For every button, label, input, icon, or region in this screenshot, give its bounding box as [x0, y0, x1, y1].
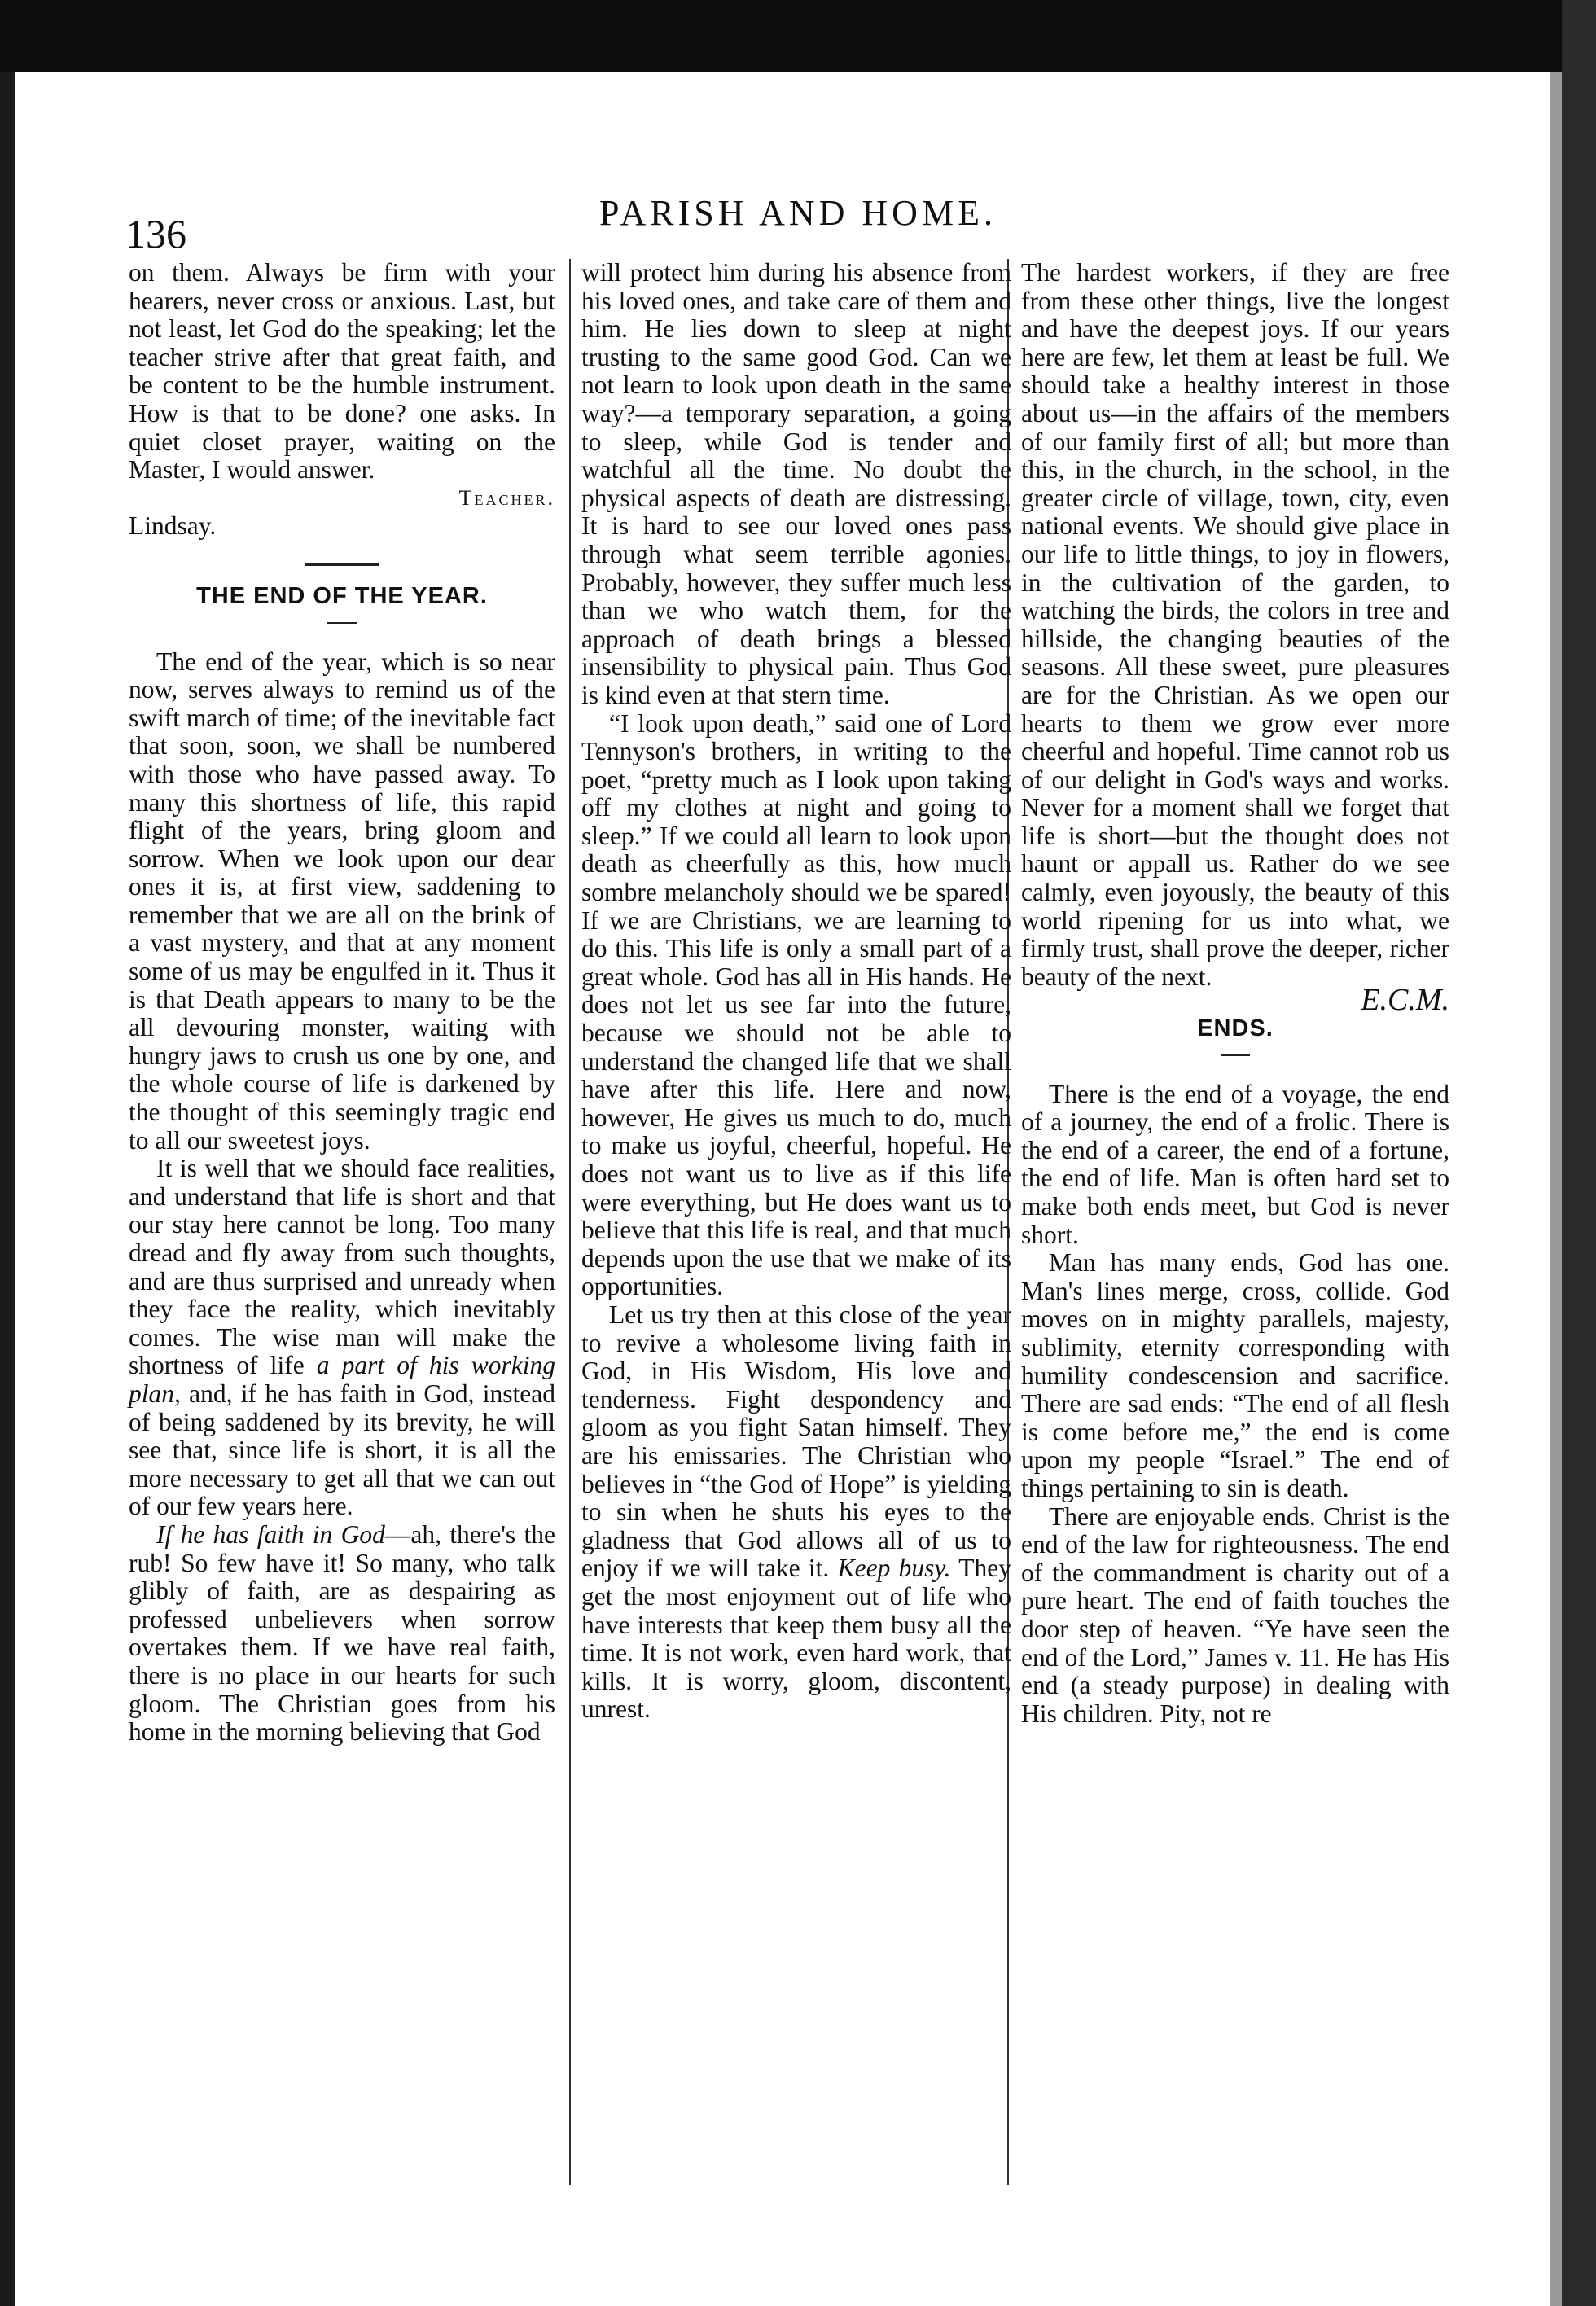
article-heading: ENDS. — [1197, 1015, 1274, 1042]
paragraph — [129, 1521, 555, 1747]
section-divider — [305, 563, 379, 566]
paragraph: on them. Always be firm with your hearers, never cross or anxious. Last, but not least, let God do the speaking; let the teacher strive after that great faith, and be content to be the humble instrument. How is that to be done? one asks. In quiet closet prayer, waiting on the Master, I would answer. — [129, 258, 555, 484]
text-run: —ah, there's the rub! So few have it! So many, who talk glibly of faith, are as despairing as professed unbelievers when sorrow overtakes them. If we have real faith, there is no place in our hearts for such gloom. The Christian goes from his home in the morning believing that God — [129, 1519, 555, 1747]
italic-run: a part of his working plan, — [129, 1351, 555, 1408]
text-run: They get the most enjoyment out of life who have interests that keep them busy all the time. It is not work, even hard work, that kills. It is worry, gloom, discontent, unrest. — [581, 1554, 1011, 1724]
page-number: 136 — [125, 211, 186, 256]
paragraph: There is the end of a voyage, the end of a journey, the end of a frolic. There is the end of a career, the end of a fortune, the end of life. Man is often hard set to make both ends meet, but God is never short. — [1021, 1079, 1449, 1249]
column-3 — [1021, 259, 1449, 2278]
italic-run: Keep busy. — [837, 1554, 951, 1583]
text-run: It is well that we should face realities, and understand that life is short and that our stay here cannot be long. Too many dread and fly away from such thoughts, and are thus surprised and unready when they face the reality, which inevitably comes. The wise man will make the shortness of life — [129, 1154, 555, 1380]
paragraph: The end of the year, which is so near now, serves always to remind us of the swift march of time; of the inevitable fact that soon, soon, we shall be numbered with those who have passed away. To many this shortness of life, this rapid flight of the years, bring gloom and sorrow. When we look upon our dear ones it is, at first view, saddening to remember that we are all on the brink of a vast mystery, and that at any moment some of us may be engulfed in it. Thus it is that Death appears to many to be the all devouring monster, waiting with hungry jaws to crush us one by one, and the whole course of life is darkened by the thought of this seemingly tragic end to all our sweetest joys. — [129, 647, 555, 1155]
column-2 — [581, 259, 1011, 2278]
text-run: Let us try then at this close of the year to revive a wholesome living faith in God, in His Wisdom, His love and tenderness. Fight despondency and gloom as you fight Satan himself. They are his emissaries. The Christian who believes in “the God of Hope” is yielding to sin when he shuts his eyes to the gladness that God allows all of us to enjoy if we will take it. — [581, 1300, 1011, 1583]
paragraph — [129, 1155, 555, 1521]
author-signature: Teacher. — [458, 485, 555, 510]
place-name: Lindsay. — [129, 511, 217, 541]
running-title: PARISH AND HOME. — [599, 193, 997, 233]
paragraph: The hardest workers, if they are free from these other things, live the longest and have the deepest joys. If our years here are few, let them at least be full. We should take a healthy interest in those about us—in the affairs of the members of our family first of all; but more than this, in the church, in the school, in the greater circle of village, town, city, even national events. We should give place in our life to little things, to joy in flowers, in the cultivation of the garden, to watching the birds, the colors in tree and hillside, the changing beauties of the seasons. All these sweet, pure pleasures are for the Christian. As we open our hearts to them we grow ever more cheerful and hopeful. Time cannot rob us of our delight in God's ways and works. Never for a moment shall we forget that life is short—but the thought does not haunt or appall us. Rather do we see calmly, even joyously, the beauty of this world ripening for us into what, we firmly trust, shall prove the deeper, richer beauty of the next. — [1021, 258, 1449, 991]
paragraph — [581, 1301, 1011, 1724]
heading-rule — [1221, 1054, 1250, 1056]
column-1 — [129, 259, 555, 2278]
scan-left-border — [0, 72, 15, 2306]
scan-page-edge-shadow — [1550, 72, 1562, 2306]
italic-run: If he has faith in God — [156, 1519, 385, 1549]
paragraph: “I look upon death,” said one of Lord Tennyson's brothers, in writing to the poet, “pretty much as I look upon taking off my clothes at night and going to sleep.” If we could all learn to look upon death as cheerfully as this, how much sombre melancholy should we be spared! If we are Christians, we are learning to do this. This life is only a small part of a great whole. God has all in His hands. He does not let us see far into the future, because we should not be able to understand the changed life that we shall have after this life. Here and now, however, He gives us much to do, much to make us joyful, cheerful, hopeful. He does not want us to live as if this life were everything, but He does want us to believe that this life is real, and that much depends upon the use that we make of its opportunities. — [581, 708, 1011, 1301]
article-heading: THE END OF THE YEAR. — [196, 582, 488, 609]
heading-rule — [327, 622, 357, 624]
handwritten-signature: E.C.M. — [1361, 983, 1449, 1018]
text-run: and, if he has faith in God, instead of being saddened by its brevity, he will see that, since life is short, it is all the more necessary to get all that we can out of our few years here. — [129, 1379, 555, 1521]
scan-right-border — [1562, 0, 1596, 2306]
column-rule-left — [569, 259, 571, 2185]
scan-top-border — [0, 0, 1596, 72]
paragraph: will protect him during his absence from his loved ones, and take care of them and him. He lies down to sleep at night trusting to the same good God. Can we not learn to look upon death in the same way?—a temporary separation, a going to sleep, while God is tender and watchful all the time. No doubt the physical aspects of death are distressing. It is hard to see our loved ones pass through what seem terrible agonies. Probably, however, they suffer much less than we who watch them, for the approach of death brings a blessed insensibility to physical pain. Thus God is kind even at that stern time. — [581, 258, 1011, 709]
paragraph: There are enjoyable ends. Christ is the end of the law for righteousness. The end of the commandment is charity out of a pure heart. The end of faith touches the door step of heaven. “Ye have seen the end of the Lord,” James v. 11. He has His end (a steady purpose) in dealing with His children. Pity, not re — [1021, 1502, 1449, 1728]
paragraph: Man has many ends, God has one. Man's lines merge, cross, collide. God moves on in mighty parallels, majesty, sublimity, eternity corresponding with humility condescension and sacrifice. There are sad ends: “The end of all flesh is come before me,” the end is come upon my people “Israel.” The end of things pertaining to sin is death. — [1021, 1248, 1449, 1502]
